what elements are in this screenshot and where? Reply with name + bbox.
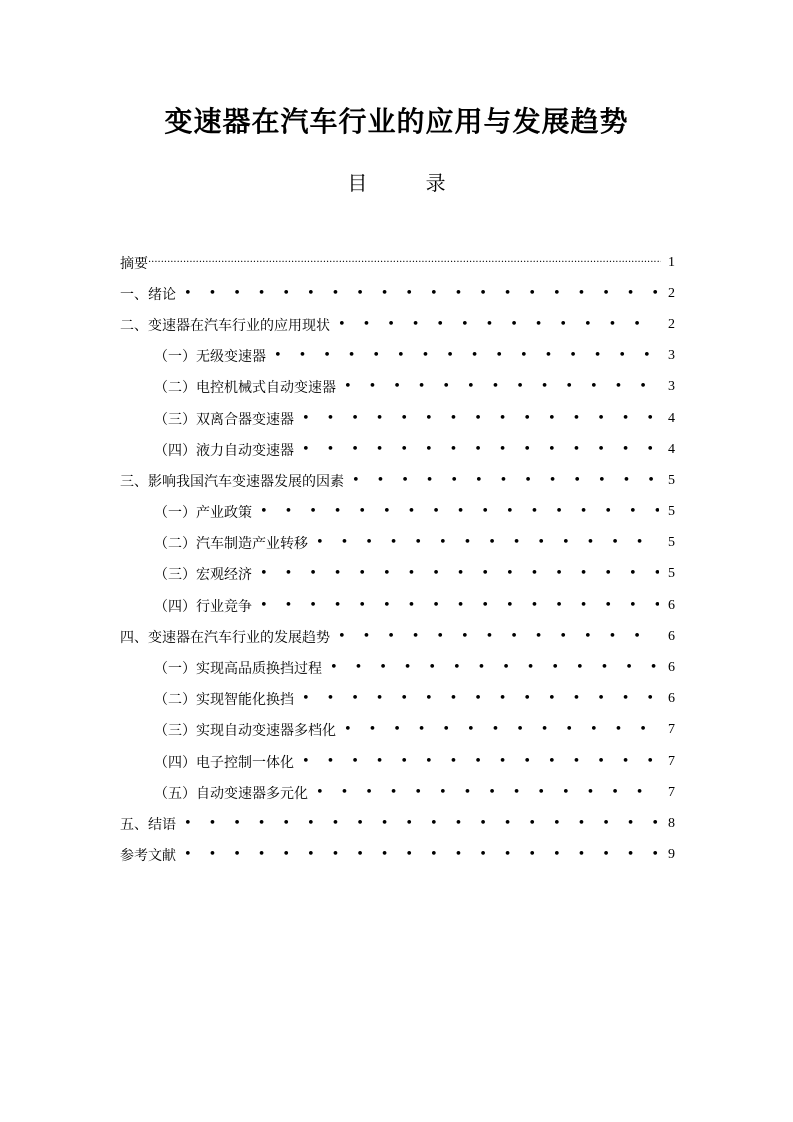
toc-leader-dots bbox=[184, 815, 659, 833]
toc-page-number: 4 bbox=[668, 410, 675, 426]
toc-entry[interactable] bbox=[120, 840, 675, 871]
toc-page-number: 7 bbox=[668, 722, 675, 738]
toc-page-number: 2 bbox=[668, 316, 675, 332]
toc-entry-label: （二）汽车制造产业转移 bbox=[154, 536, 308, 553]
toc-entry-label: 参考文献 bbox=[120, 848, 176, 865]
toc-subentry[interactable] bbox=[120, 684, 675, 715]
toc-entry[interactable] bbox=[120, 808, 675, 839]
toc-leader-dots bbox=[260, 503, 659, 521]
toc-leader-dots bbox=[316, 784, 659, 802]
toc-subentry[interactable] bbox=[120, 528, 675, 559]
toc-leader-dots bbox=[260, 565, 659, 583]
toc-entry-label: （一）无级变速器 bbox=[154, 349, 266, 366]
toc-entry-label: 五、结语 bbox=[120, 816, 176, 833]
toc-heading: 目 录 bbox=[347, 171, 446, 195]
toc-entry[interactable] bbox=[120, 247, 675, 278]
toc-leader-dots bbox=[184, 285, 659, 303]
toc-entry-label: 四、变速器在汽车行业的发展趋势 bbox=[120, 629, 330, 646]
toc-subentry[interactable] bbox=[120, 403, 675, 434]
toc-subentry[interactable] bbox=[120, 652, 675, 683]
toc-leader-dots bbox=[344, 721, 659, 739]
toc-page-number: 1 bbox=[668, 254, 675, 270]
toc-entry-label: （三）宏观经济 bbox=[154, 567, 252, 584]
toc-entry[interactable] bbox=[120, 465, 675, 496]
toc-page-number: 5 bbox=[668, 504, 675, 520]
toc-page-number: 5 bbox=[668, 566, 675, 582]
toc-subentry[interactable] bbox=[120, 559, 675, 590]
toc-entry-label: （四）电子控制一体化 bbox=[154, 754, 294, 771]
toc-page-number: 6 bbox=[668, 628, 675, 644]
toc-page-number: 5 bbox=[668, 472, 675, 488]
toc-entry-label: （四）液力自动变速器 bbox=[154, 442, 294, 459]
toc-page-number: 8 bbox=[668, 815, 675, 831]
toc-leader-dots bbox=[316, 534, 659, 552]
toc-leader-dots bbox=[302, 441, 659, 459]
toc-page-number: 6 bbox=[668, 597, 675, 613]
toc-leader-dots bbox=[338, 628, 659, 646]
toc-entry-label: 二、变速器在汽车行业的应用现状 bbox=[120, 317, 330, 334]
toc-subentry[interactable] bbox=[120, 497, 675, 528]
toc-leader-dots bbox=[302, 690, 659, 708]
toc-leader-dots bbox=[330, 659, 659, 677]
toc-entry-label: （四）行业竞争 bbox=[154, 598, 252, 615]
toc-entry-label: （一）产业政策 bbox=[154, 505, 252, 522]
toc-entry-label: （一）实现高品质换挡过程 bbox=[154, 661, 322, 678]
toc-leader-dots bbox=[274, 347, 659, 365]
toc-leader-dots bbox=[338, 316, 659, 334]
toc-page-number: 2 bbox=[668, 285, 675, 301]
toc-subentry[interactable] bbox=[120, 341, 675, 372]
toc-leader-dots bbox=[260, 597, 659, 615]
toc-leader-dots bbox=[344, 378, 659, 396]
toc-page-number: 6 bbox=[668, 660, 675, 676]
toc-entry-label: 一、绪论 bbox=[120, 286, 176, 303]
toc-entry[interactable] bbox=[120, 278, 675, 309]
toc-page-number: 7 bbox=[668, 753, 675, 769]
toc-leader-dots bbox=[302, 410, 659, 428]
document-title: 变速器在汽车行业的应用与发展趋势 bbox=[164, 105, 629, 138]
toc-entry[interactable] bbox=[120, 621, 675, 652]
toc-leader-dots bbox=[148, 254, 661, 272]
toc-entry-label: （三）双离合器变速器 bbox=[154, 411, 294, 428]
table-of-contents bbox=[120, 247, 675, 871]
toc-page-number: 5 bbox=[668, 535, 675, 551]
toc-page-number: 3 bbox=[668, 379, 675, 395]
toc-page-number: 6 bbox=[668, 691, 675, 707]
toc-subentry[interactable] bbox=[120, 590, 675, 621]
toc-subentry[interactable] bbox=[120, 746, 675, 777]
toc-leader-dots bbox=[302, 753, 659, 771]
toc-entry-label: 三、影响我国汽车变速器发展的因素 bbox=[120, 473, 344, 490]
toc-page-number: 7 bbox=[668, 784, 675, 800]
toc-entry-label: （三）实现自动变速器多档化 bbox=[154, 723, 336, 740]
toc-entry-label: （二）电控机械式自动变速器 bbox=[154, 380, 336, 397]
toc-leader-dots bbox=[184, 846, 659, 864]
toc-page-number: 4 bbox=[668, 441, 675, 457]
toc-leader-dots bbox=[352, 472, 659, 490]
toc-subentry[interactable] bbox=[120, 715, 675, 746]
toc-subentry[interactable] bbox=[120, 777, 675, 808]
toc-entry-label: 摘要 bbox=[120, 255, 148, 272]
toc-entry-label: （二）实现智能化换挡 bbox=[154, 692, 294, 709]
toc-entry[interactable] bbox=[120, 309, 675, 340]
toc-page-number: 9 bbox=[668, 847, 675, 863]
toc-subentry[interactable] bbox=[120, 434, 675, 465]
toc-subentry[interactable] bbox=[120, 372, 675, 403]
toc-entry-label: （五）自动变速器多元化 bbox=[154, 785, 308, 802]
toc-page-number: 3 bbox=[668, 348, 675, 364]
